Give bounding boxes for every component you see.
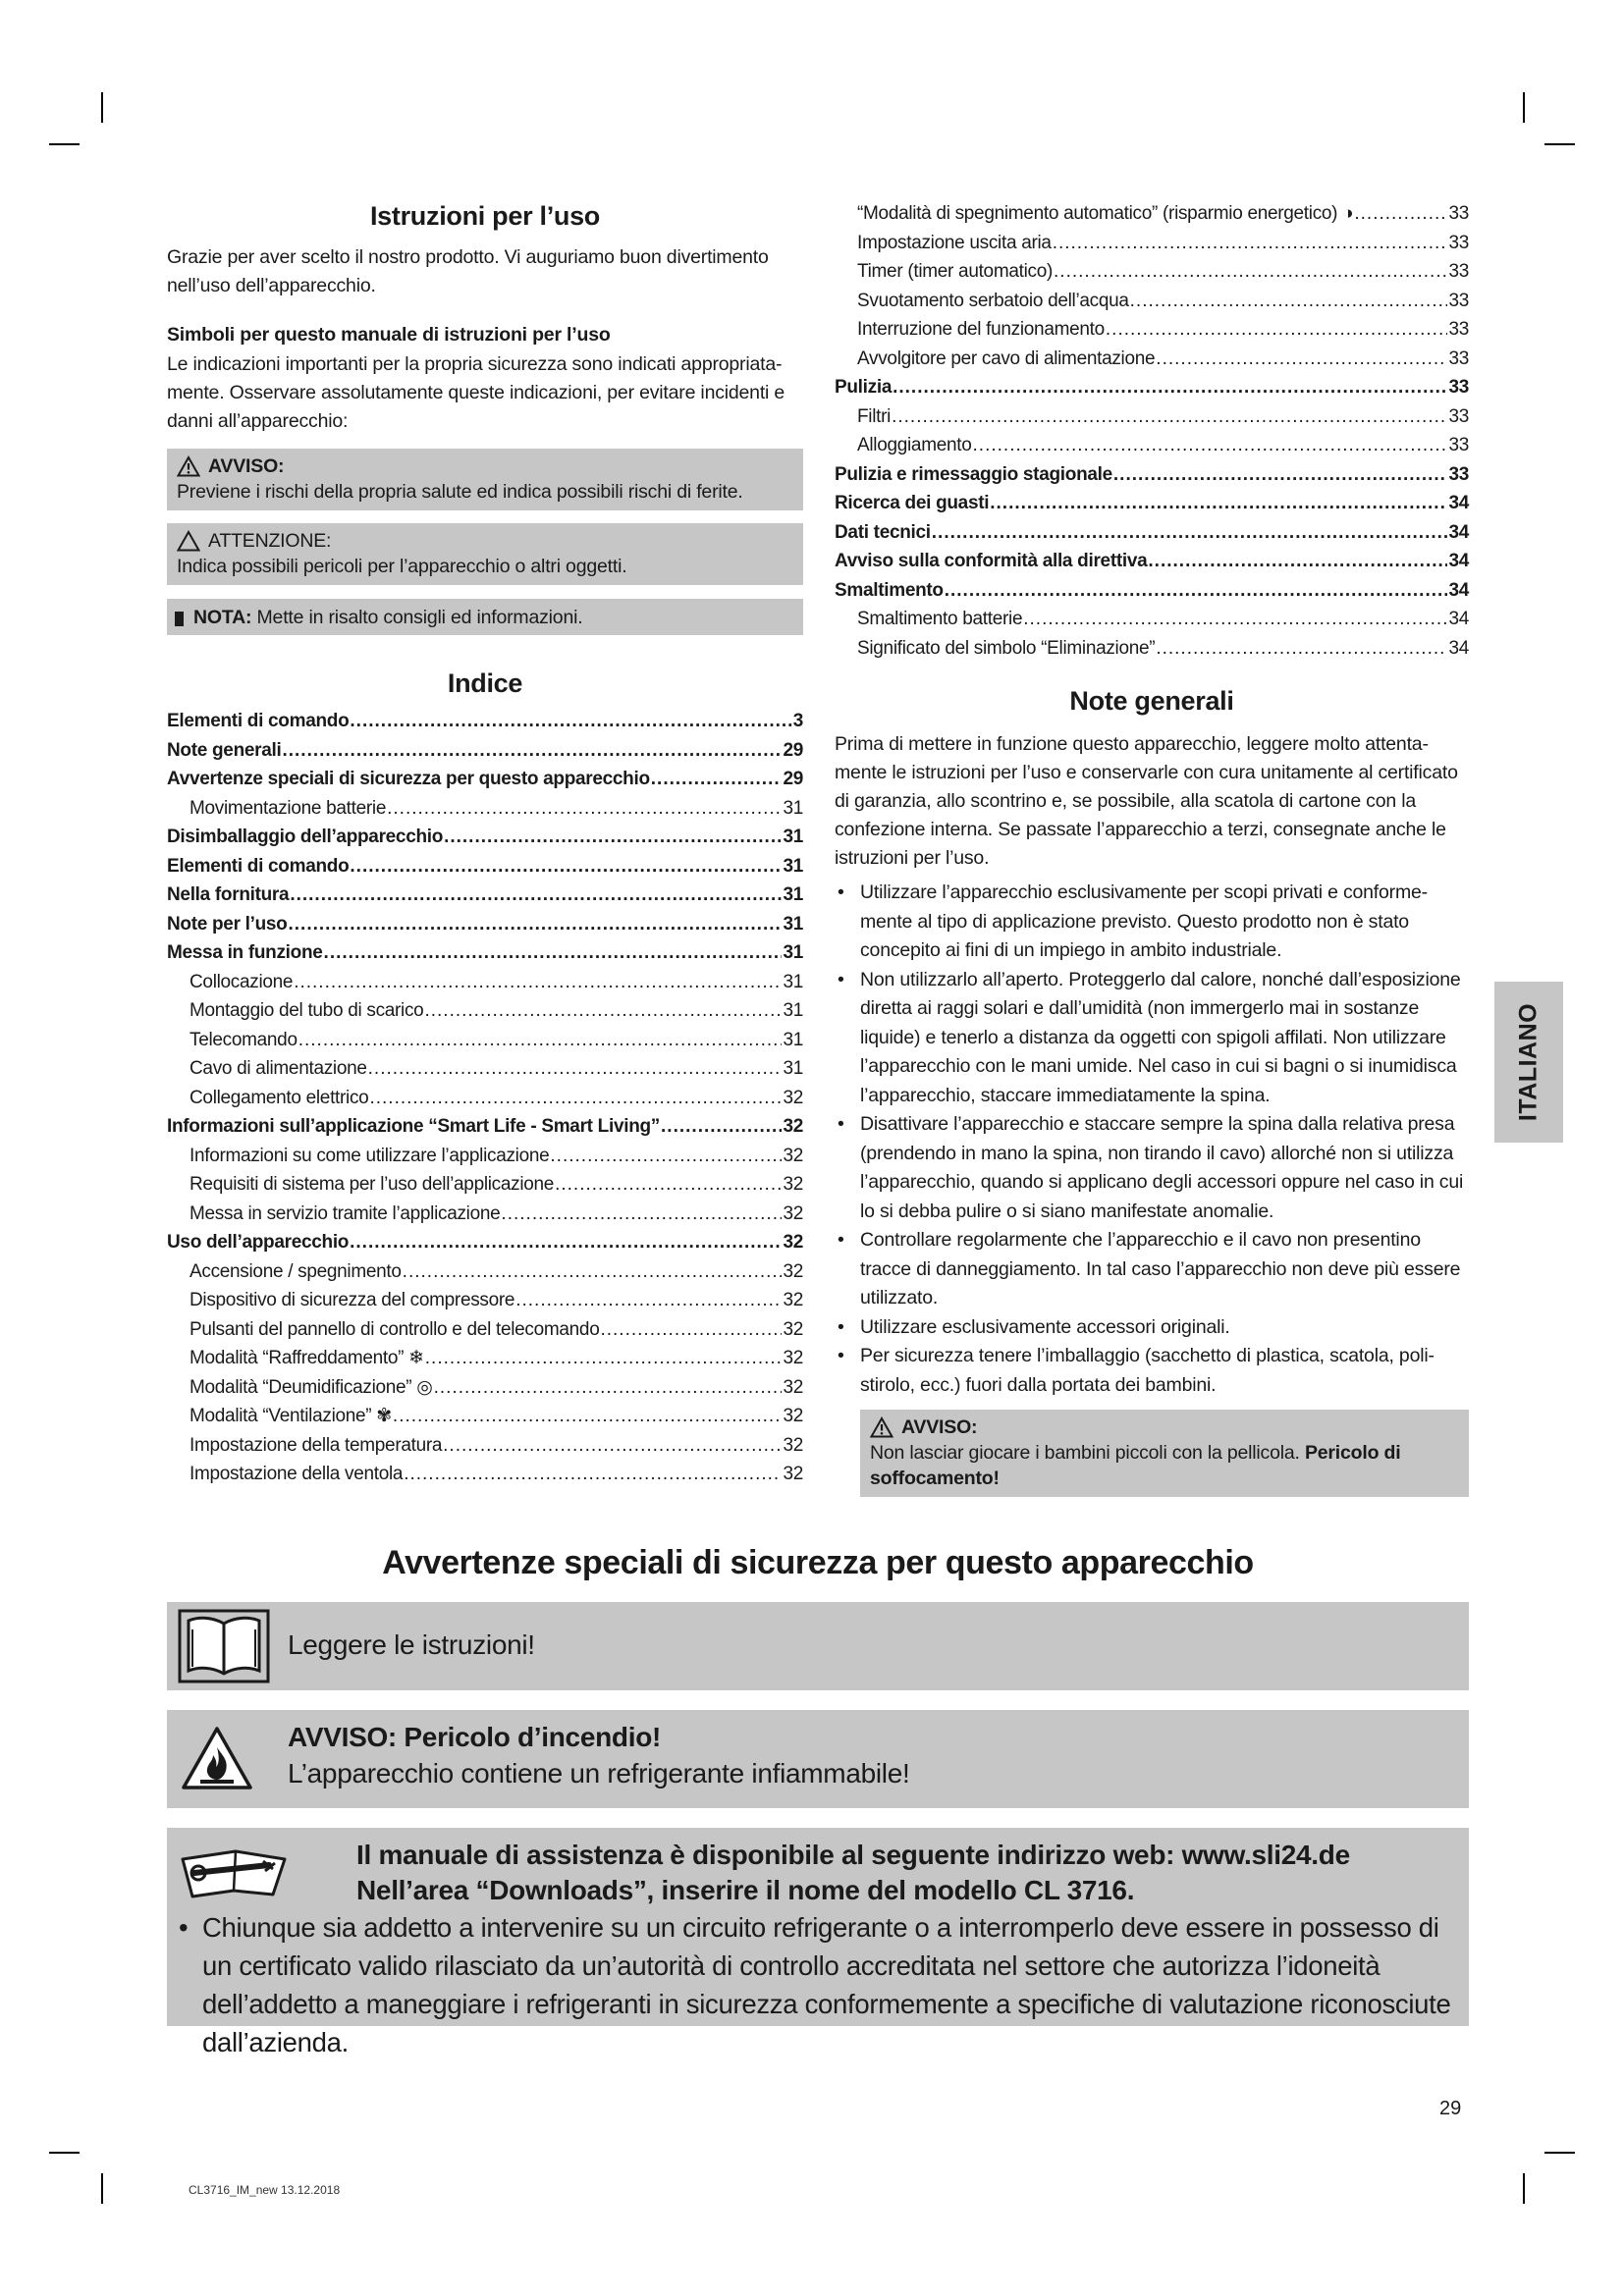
flammable-warning-icon (181, 1726, 253, 1790)
info-icon (175, 605, 184, 626)
general-notes-list (835, 879, 1469, 1400)
service-manual-line2: Nell’area “Downloads”, inserire il nome del modello CL 3716. (356, 1875, 1135, 1905)
index-entry-label: Avvolgitore per cavo di alimentazione (857, 347, 1156, 369)
index-entry-label: Significato del simbolo “Eliminazione” (857, 637, 1156, 659)
caution-box (167, 523, 803, 585)
index-entry-label: Svuotamento serbatoio dell’acqua (857, 290, 1129, 311)
index-entry-label: Smaltimento batterie (857, 609, 1023, 629)
index-entry (167, 996, 803, 1026)
index-entry-page: 34 (1448, 637, 1469, 659)
footer-print-code: CL3716_IM_new 13.12.2018 (189, 2183, 341, 2197)
index-entry-label: Timer (timer automatico) (857, 261, 1054, 282)
index-entry-label: Note generali (167, 739, 282, 761)
index-entry-page: 34 (1448, 579, 1469, 601)
index-leader-dots (350, 1228, 782, 1257)
caution-icon (177, 530, 200, 552)
index-entry-label: Alloggiamento (857, 435, 972, 455)
safety-title: Avvertenze speciali di sicurezza per questo apparecchio (382, 1544, 1254, 1581)
language-tab-label: ITALIANO (1514, 1002, 1543, 1122)
index-entry-page: 33 (1448, 435, 1469, 455)
index-entry-label: Impostazione della ventola (189, 1464, 404, 1484)
symbols-text: Le indicazioni importanti per la propria sicurezza sono indicati appropriatamente. Osservare assolutamente queste indicazioni, per evitare incidenti e danni all’apparecchio: (167, 353, 785, 432)
index-entry-page: 33 (1448, 261, 1469, 282)
index-entry-label: Modalità “Raffreddamento” ❄ (189, 1348, 424, 1368)
index-entry (835, 605, 1469, 634)
index-leader-dots (403, 1257, 783, 1287)
crop-mark (1523, 92, 1525, 123)
index-entry-label: Cavo di alimentazione (189, 1058, 367, 1079)
read-instructions-text: Leggere le istruzioni! (288, 1629, 535, 1660)
index-entry-page: 33 (1448, 347, 1469, 369)
index-leader-dots (1113, 460, 1448, 490)
index-entry (835, 547, 1469, 576)
warning-icon (870, 1416, 893, 1438)
index-entry-page: 33 (1448, 203, 1469, 224)
index-entry (835, 199, 1469, 229)
index-entry-page: 32 (783, 1348, 803, 1368)
film-warning-box (860, 1410, 1469, 1497)
index-entry-label: Collocazione (189, 971, 294, 992)
index-entry (167, 910, 803, 939)
index-entry-page: 32 (783, 1232, 803, 1253)
index-entry-page: 34 (1448, 493, 1469, 513)
index-entry-page: 32 (783, 1087, 803, 1108)
index-entry-page: 3 (792, 711, 803, 731)
index-entry-label: Interruzione del funzionamento (857, 319, 1105, 340)
index-entry-label: Modalità “Ventilazione” ✾ (189, 1406, 392, 1426)
index-entry-label: Smaltimento (835, 579, 944, 601)
index-entry-page: 31 (783, 942, 803, 963)
note-box (167, 599, 803, 635)
refrigerant-certificate-text: Chiunque sia addetto a intervenire su un circuito refrigerante o a interromperlo deve essere in possesso di un certificato valido rilasciato da un’autorità di controllo accreditata nel settore che autorizza l’idoneità dell’addetto a maneggiare i refrigeranti in sicurezza conformemente a specifiche di valutazione riconosciute dall’azienda. (202, 1912, 1451, 2057)
index-entry-page: 32 (783, 1376, 803, 1398)
general-notes-intro: Prima di mettere in funzione questo apparecchio, leggere molto attentamente le istruzioni per l’uso e conservarle con cura unitamente al certificato di garanzia, allo scontrino e, se possibile, alla scatola di cartone con la confezione interna. Se passate l’apparecchio a terzi, consegnate anche le istruzioni per l’uso. (835, 733, 1458, 869)
index-entry-label: Dispositivo di sicurezza del compressore (189, 1290, 515, 1310)
index-leader-dots (298, 1026, 783, 1055)
index-entry (835, 257, 1469, 287)
index-leader-dots (369, 1084, 782, 1113)
warning-icon (177, 455, 200, 477)
index-entry (167, 1200, 803, 1229)
index-leader-dots (387, 794, 782, 824)
index-entry-label: Impostazione della temperatura (189, 1434, 443, 1456)
index-entry-label: Accensione / spegnimento (189, 1260, 402, 1282)
index-entry (167, 1142, 803, 1171)
index-entry (167, 1170, 803, 1200)
film-warning-text: Non lasciar giocare i bambini piccoli con la pellicola. (870, 1442, 1300, 1464)
fire-warning-box (167, 1710, 1469, 1808)
index-entry-page: 32 (783, 1318, 803, 1340)
index-entry-label: Informazioni su come utilizzare l’applicazione (189, 1145, 550, 1166)
index-leader-dots (290, 881, 782, 910)
warning-text: Previene i rischi della propria salute ed indica possibili rischi di ferite. (177, 481, 743, 503)
index-leader-dots (324, 938, 783, 968)
index-entry-page: 32 (783, 1202, 803, 1224)
index-entry (167, 852, 803, 881)
index-entry-page: 33 (1448, 405, 1469, 427)
general-note-item: • Utilizzare esclusivamente accessori originali. (835, 1313, 1469, 1343)
index-entry-page: 31 (783, 971, 803, 992)
index-entry-label: Movimentazione batterie (189, 797, 387, 819)
index-entry-page: 31 (783, 855, 803, 877)
crop-mark (1544, 2152, 1575, 2154)
index-entry (167, 1026, 803, 1055)
warning-label: AVVISO: (208, 455, 285, 477)
index-leader-dots (1053, 229, 1448, 258)
index-entry-label: Pulizia e rimessaggio stagionale (835, 463, 1112, 485)
general-notes-title: Note generali (1069, 686, 1234, 716)
index-entry (167, 1402, 803, 1431)
index-entry (835, 634, 1469, 664)
index-entry (835, 229, 1469, 258)
index-entry-label: Avvertenze speciali di sicurezza per questo apparecchio (167, 769, 650, 789)
index-entry-page: 33 (1448, 319, 1469, 340)
index-entry-page: 29 (783, 739, 803, 761)
index-entry (167, 1228, 803, 1257)
index-entry-label: Telecomando (189, 1029, 298, 1050)
service-manual-line1: Il manuale di assistenza è disponibile al seguente indirizzo web: www.sli24.de (356, 1840, 1350, 1870)
general-note-item: • Non utilizzarlo all’aperto. Proteggerlo dal calore, nonché dall’esposizione diretta ai raggi solari e dall’umidità (non immergerlo mai in sostanze liquide) e tenerlo a distanza da oggetti con spigoli affilati. Non utilizzare l’apparecchio con le mani umide. Nel caso in cui si bagni o si inumidisca l’apparecchio, staccare immediatamente la spina. (835, 966, 1469, 1111)
index-list-left (167, 707, 803, 1489)
index-entry-label: Dati tecnici (835, 521, 931, 543)
index-entry-page: 33 (1448, 290, 1469, 311)
right-column (835, 201, 1469, 1497)
crop-mark (1544, 143, 1575, 145)
index-entry (835, 576, 1469, 606)
crop-mark (49, 2152, 80, 2154)
crop-mark (49, 143, 80, 145)
general-note-item: • Utilizzare l’apparecchio esclusivamente per scopi privati e conformemente al tipo di applicazione previsto. Questo prodotto non è stato concepito ai fini di un impiego in ambito industriale. (835, 879, 1469, 966)
index-entry-label: Disimballaggio dell’apparecchio (167, 827, 444, 847)
left-column (167, 201, 803, 1489)
index-entry-label: “Modalità di spegnimento automatico” (risparmio energetico) ◑ (857, 203, 1354, 224)
index-entry (835, 431, 1469, 460)
index-leader-dots (1054, 257, 1447, 287)
instructions-title: Istruzioni per l’uso (369, 201, 601, 231)
index-leader-dots (515, 1286, 782, 1315)
index-entry-page: 32 (783, 1406, 803, 1426)
index-entry-page: 32 (783, 1290, 803, 1310)
general-note-item: • Disattivare l’apparecchio e staccare sempre la spina dalla relativa presa (prendendo in mano la spina, non tirando il cavo) allorché non si utilizza l’apparecchio, quando si applicano degli accessori oppure nel caso in cui lo si debba pulire o si siano manifestate anomalie. (835, 1110, 1469, 1226)
index-leader-dots (443, 1431, 782, 1461)
index-entry-label: Uso dell’apparecchio (167, 1232, 350, 1253)
index-entry (167, 1373, 803, 1403)
index-entry (167, 881, 803, 910)
index-entry-label: Collegamento elettrico (189, 1087, 369, 1108)
index-leader-dots (973, 431, 1448, 460)
index-entry-page: 32 (783, 1116, 803, 1137)
general-note-item: • Per sicurezza tenere l’imballaggio (sacchetto di plastica, scatola, polistirolo, ecc.) fuori dalla portata dei bambini. (835, 1342, 1469, 1400)
index-leader-dots (350, 852, 782, 881)
caution-text: Indica possibili pericoli per l’apparecchio o altri oggetti. (177, 556, 627, 577)
index-entry-label: Elementi di comando (167, 855, 350, 877)
index-leader-dots (932, 518, 1448, 548)
index-leader-dots (555, 1170, 782, 1200)
bullet-marker: • (179, 1912, 189, 1943)
index-entry-label: Nella fornitura (167, 884, 290, 905)
index-entry-label: Elementi di comando (167, 711, 350, 731)
index-entry-label: Note per l’uso (167, 913, 288, 934)
thanks-text: Grazie per aver scelto il nostro prodotto. Vi auguriamo buon divertimento nell’uso dell’apparecchio. (167, 246, 769, 296)
note-label: NOTA: (193, 607, 252, 628)
index-leader-dots (1023, 605, 1447, 634)
index-entry (167, 938, 803, 968)
index-leader-dots (282, 736, 782, 766)
index-entry (167, 1286, 803, 1315)
language-tab (1494, 982, 1563, 1143)
index-entry-page: 31 (783, 913, 803, 934)
crop-mark (1523, 2173, 1525, 2204)
index-entry (835, 402, 1469, 432)
index-leader-dots (1106, 315, 1448, 345)
crop-mark (101, 92, 103, 123)
index-leader-dots (1148, 547, 1447, 576)
index-leader-dots (424, 996, 782, 1026)
index-entry-label: Pulsanti del pannello di controllo e del telecomando (189, 1318, 600, 1340)
index-entry-label: Filtri (857, 405, 892, 427)
index-entry-page: 34 (1448, 609, 1469, 629)
index-entry (167, 823, 803, 852)
index-entry-page: 32 (783, 1434, 803, 1456)
fire-warning-title: AVVISO: Pericolo d’incendio! (288, 1722, 662, 1752)
index-entry (167, 1054, 803, 1084)
fire-warning-text: L’apparecchio contiene un refrigerante infiammabile! (288, 1758, 910, 1789)
index-entry (167, 707, 803, 736)
open-book-icon (177, 1608, 271, 1684)
index-leader-dots (651, 765, 783, 794)
read-instructions-box (167, 1602, 1469, 1690)
index-leader-dots (893, 373, 1447, 402)
index-entry (167, 1084, 803, 1113)
index-entry-label: Impostazione uscita aria (857, 232, 1052, 253)
note-text: Mette in risalto consigli ed informazioni. (256, 607, 583, 628)
index-entry-page: 32 (783, 1260, 803, 1282)
index-entry (167, 1257, 803, 1287)
index-entry (835, 489, 1469, 518)
index-entry (167, 1460, 803, 1489)
film-warning-label: AVVISO: (901, 1416, 978, 1438)
index-entry-label: Requisiti di sistema per l’uso dell’applicazione (189, 1174, 555, 1195)
index-entry-page: 34 (1448, 551, 1469, 571)
index-leader-dots (1130, 287, 1448, 316)
index-leader-dots (434, 1373, 783, 1403)
index-entry-page: 31 (783, 1058, 803, 1079)
index-entry (167, 968, 803, 997)
index-entry (835, 460, 1469, 490)
index-entry-page: 33 (1448, 377, 1469, 398)
index-entry-page: 32 (783, 1174, 803, 1195)
index-entry-page: 33 (1448, 232, 1469, 253)
index-entry-label: Messa in servizio tramite l’applicazione (189, 1202, 501, 1224)
index-leader-dots (990, 489, 1447, 518)
index-leader-dots (444, 823, 782, 852)
index-entry (835, 518, 1469, 548)
index-leader-dots (550, 1142, 782, 1171)
caution-label: ATTENZIONE: (208, 530, 332, 552)
index-entry-label: Avviso sulla conformità alla direttiva (835, 551, 1148, 571)
index-leader-dots (393, 1402, 783, 1431)
index-entry (167, 1431, 803, 1461)
index-entry-page: 31 (783, 884, 803, 905)
index-leader-dots (1354, 199, 1447, 229)
index-entry (167, 765, 803, 794)
index-leader-dots (501, 1200, 782, 1229)
service-manual-icon (175, 1840, 293, 1902)
index-leader-dots (404, 1460, 782, 1489)
warning-box (167, 449, 803, 510)
index-leader-dots (600, 1315, 782, 1345)
index-entry-label: Informazioni sull’applicazione “Smart Life - Smart Living” (167, 1116, 661, 1137)
index-entry-page: 31 (783, 1000, 803, 1021)
index-list-right (835, 199, 1469, 663)
index-entry-page: 29 (783, 769, 803, 789)
page-number: 29 (1439, 2098, 1462, 2119)
index-entry (835, 315, 1469, 345)
index-entry (167, 736, 803, 766)
index-entry-page: 31 (783, 1029, 803, 1050)
index-leader-dots (1156, 634, 1447, 664)
index-leader-dots (288, 910, 782, 939)
crop-mark (101, 2173, 103, 2204)
index-entry (167, 1112, 803, 1142)
index-entry-label: Ricerca dei guasti (835, 493, 990, 513)
index-entry-page: 34 (1448, 521, 1469, 543)
index-entry (167, 1344, 803, 1373)
index-entry (167, 794, 803, 824)
index-entry-page: 32 (783, 1464, 803, 1484)
index-leader-dots (945, 576, 1448, 606)
index-leader-dots (368, 1054, 783, 1084)
index-entry-label: Montaggio del tubo di scarico (189, 1000, 424, 1021)
index-entry (835, 345, 1469, 374)
index-leader-dots (425, 1344, 783, 1373)
index-entry-page: 32 (783, 1145, 803, 1166)
index-leader-dots (350, 707, 791, 736)
index-entry-label: Pulizia (835, 377, 893, 398)
index-entry (167, 1315, 803, 1345)
index-entry-page: 31 (783, 827, 803, 847)
film-warning-bold: Pericolo di soffocamento! (870, 1442, 1401, 1489)
index-entry-page: 33 (1448, 463, 1469, 485)
index-entry (835, 287, 1469, 316)
index-entry-label: Messa in funzione (167, 942, 323, 963)
index-title: Indice (447, 668, 523, 698)
index-entry (835, 373, 1469, 402)
index-leader-dots (661, 1112, 782, 1142)
index-leader-dots (1156, 345, 1447, 374)
general-note-item: • Controllare regolarmente che l’apparecchio e il cavo non presentino tracce di danneggiamento. In tal caso l’apparecchio non deve più essere utilizzato. (835, 1226, 1469, 1313)
index-entry-page: 31 (783, 797, 803, 819)
service-manual-box (167, 1828, 1469, 2057)
symbols-heading: Simboli per questo manuale di istruzioni per l’uso (167, 324, 611, 346)
index-leader-dots (892, 402, 1447, 432)
index-leader-dots (294, 968, 782, 997)
index-entry-label: Modalità “Deumidificazione” ◎ (189, 1376, 433, 1398)
